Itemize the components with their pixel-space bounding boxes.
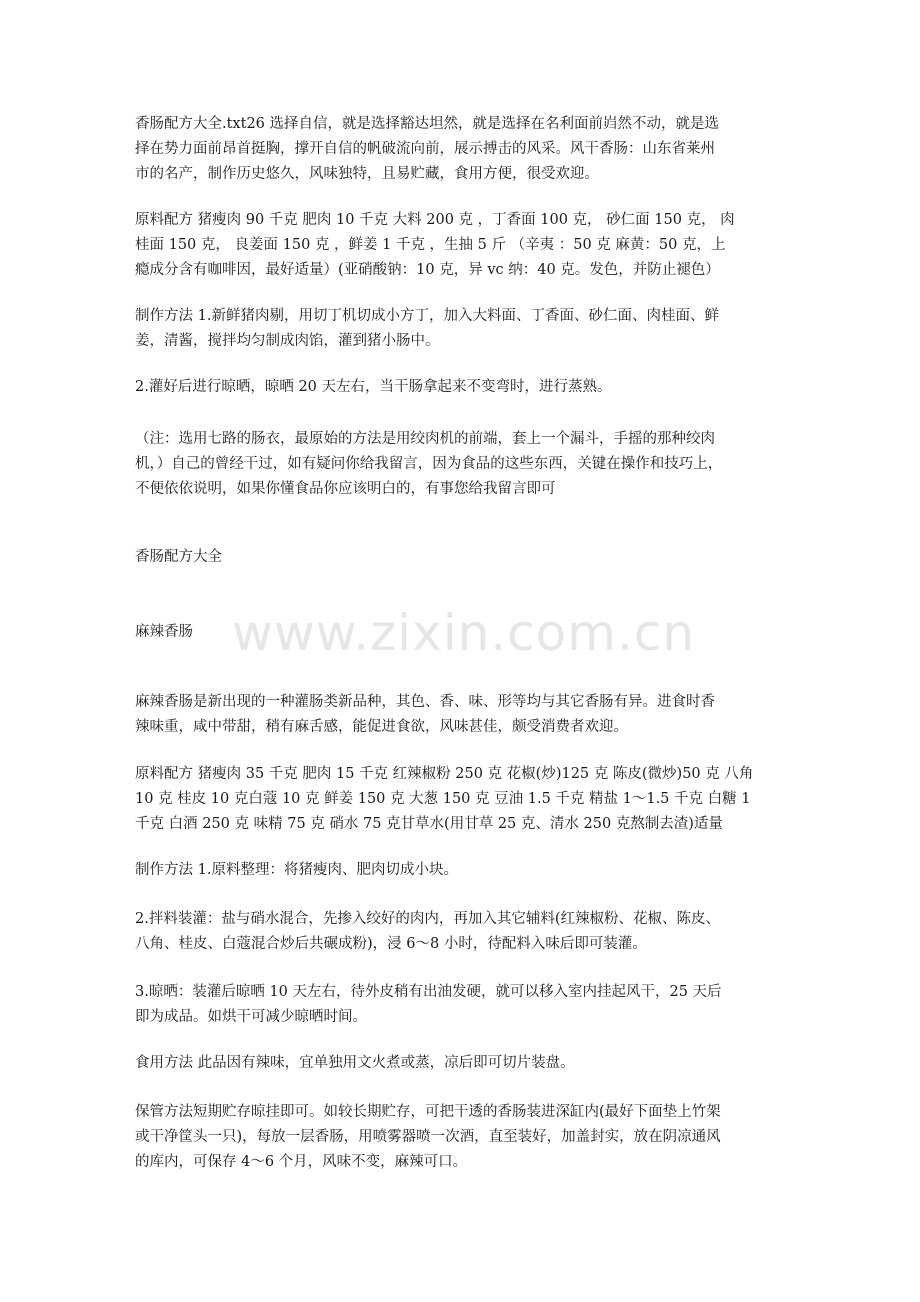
- method-paragraph-1: [135, 304, 790, 354]
- text-line: 制作方法 1.新鲜猪肉剔，用切丁机切成小方丁，加入大料面、丁香面、砂仁面、肉桂面、鲜: [135, 308, 719, 324]
- section-title-spicy-sausage: 麻辣香肠: [135, 624, 193, 640]
- text-line: 八角、桂皮、白蔻混合炒后共碾成粉)，浸 6～8 小时，待配料入味后即可装灌。: [135, 936, 647, 952]
- eating-method: [135, 1051, 790, 1076]
- note-paragraph: [135, 427, 790, 502]
- method2-step-1: [135, 858, 790, 883]
- text-line: 即为成品。如烘干可减少晾晒时间。: [135, 1009, 367, 1025]
- text-line: 麻辣香肠是新出现的一种灌肠类新品种，其色、香、味、形等均与其它香肠有异。进食时香: [135, 694, 715, 710]
- text-line: 市的名产，制作历史悠久，风味独特，且易贮藏，食用方便，很受欢迎。: [135, 166, 599, 182]
- text-line: 姜，清酱，搅拌均匀制成肉馅，灌到猪小肠中。: [135, 333, 440, 349]
- intro-paragraph: [135, 112, 790, 187]
- spicy-intro-paragraph: [135, 690, 790, 740]
- method2-step-2: [135, 907, 790, 957]
- text-line: 千克 白酒 250 克 味精 75 克 硝水 75 克甘草水(用甘草 25 克、清水 250 克熬制去渣)适量: [135, 816, 723, 832]
- text-line: 保管方法短期贮存晾挂即可。如较长期贮存，可把干透的香肠装进深缸内(最好下面垫上竹架: [135, 1104, 721, 1120]
- text-line: 择在势力面前昂首挺胸，撑开自信的帆破流向前，展示搏击的风采。风干香肠：山东省莱州: [135, 141, 715, 157]
- text-line: 2.拌料装灌：盐与硝水混合，先掺入绞好的肉内，再加入其它辅料(红辣椒粉、花椒、陈皮、: [135, 911, 720, 927]
- text-line: 原料配方 猪瘦肉 35 千克 肥肉 15 千克 红辣椒粉 250 克 花椒(炒)125 克 陈皮(微炒)50 克 八角: [135, 766, 754, 782]
- text-line: 制作方法 1.原料整理：将猪瘦肉、肥肉切成小块。: [135, 862, 458, 878]
- storage-method: [135, 1100, 790, 1175]
- text-line: 原料配方 猪瘦肉 90 千克 肥肉 10 千克 大料 200 克 ，丁香面 100 克， 砂仁面 150 克， 肉: [135, 212, 735, 228]
- recipe-paragraph-1: [135, 208, 790, 283]
- text-line: 食用方法 此品因有辣味，宜单独用文火煮或蒸，凉后即可切片装盘。: [135, 1055, 575, 1071]
- text-line: 2.灌好后进行晾晒，晾晒 20 天左右，当干肠拿起来不变弯时，进行蒸熟。: [135, 379, 612, 395]
- text-line: 的库内，可保存 4～6 个月，风味不变，麻辣可口。: [135, 1154, 468, 1170]
- text-line: 瘾成分含有咖啡因，最好适量）(亚硝酸钠：10 克，异 vc 纳：40 克。发色，并防止褪色）: [135, 262, 720, 278]
- text-line: 机，）自己的曾经干过，如有疑问你给我留言，因为食品的这些东西，关键在操作和技巧上，: [135, 456, 723, 472]
- method2-step-3: [135, 980, 790, 1030]
- text-line: 桂面 150 克， 良姜面 150 克 ，鲜姜 1 千克 ，生抽 5 斤 （辛夷 ：50 克 麻黄：50 克，上: [135, 237, 726, 253]
- watermark: www.zixin.com.cn: [232, 604, 696, 662]
- text-line: 3.晾晒：装灌后晾晒 10 天左右，待外皮稍有出油发硬，就可以移入室内挂起风干，25 天后: [135, 984, 722, 1000]
- method-step-2: [135, 375, 790, 400]
- text-line: 辣味重，咸中带甜，稍有麻舌感，能促进食欲，风味甚佳，颇受消费者欢迎。: [135, 719, 628, 735]
- text-line: 不便依依说明，如果你懂食品你应该明白的，有事您给我留言即可: [135, 481, 556, 497]
- recipe-paragraph-2: [135, 762, 790, 837]
- text-line: 10 克 桂皮 10 克白蔻 10 克 鲜姜 150 克 大葱 150 克 豆油 1.5 千克 精盐 1～1.5 千克 白糖 1: [135, 791, 751, 807]
- text-line: 或干净筐头一只)，每放一层香肠，用喷雾器喷一次酒，直至装好，加盖封实，放在阴凉通风: [135, 1129, 721, 1145]
- text-line: （注：选用七路的肠衣，最原始的方法是用绞肉机的前端，套上一个漏斗，手摇的那种绞肉: [135, 431, 715, 447]
- text-line: 香肠配方大全.txt26 选择自信，就是选择豁达坦然，就是选择在名利面前岿然不动，就是选: [135, 116, 719, 132]
- section-title: 香肠配方大全: [135, 549, 222, 565]
